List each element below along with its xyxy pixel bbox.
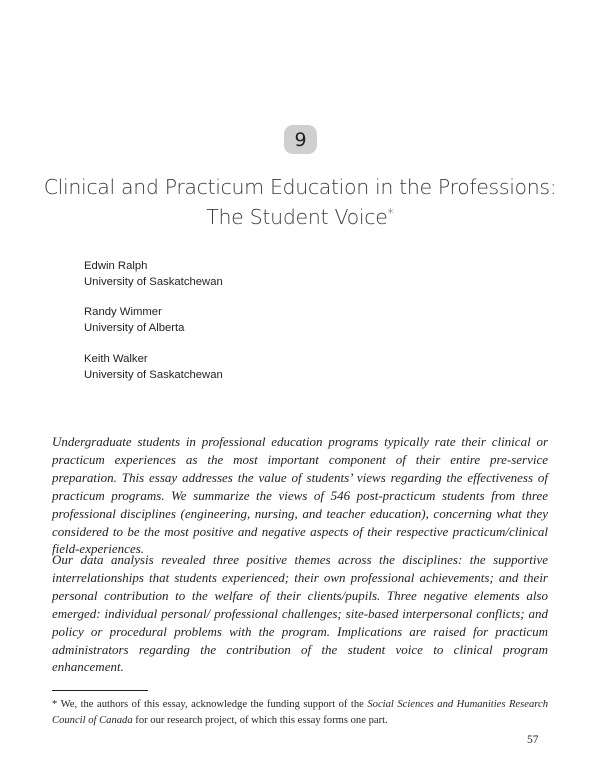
author-block-1 (84, 258, 223, 290)
chapter-title-line-2 (0, 202, 600, 232)
footnote (52, 697, 548, 728)
footnote-divider (52, 690, 148, 691)
chapter-number: 9 (294, 128, 307, 151)
author-name: Edwin Ralph (84, 260, 148, 272)
footnote-text-after: for our research project, of which this essay forms one part. (132, 714, 388, 726)
chapter-title-text: The Student Voice (206, 205, 388, 229)
author-affiliation: University of Alberta (84, 322, 185, 334)
author-affiliation: University of Saskatchewan (84, 276, 223, 288)
page-number: 57 (527, 734, 539, 746)
footnote-text-before: We, the authors of this essay, acknowledge the funding support of the (57, 699, 368, 710)
abstract-paragraph-2: Our data analysis revealed three positive themes across the disciplines: the supportive interrelationships that students experienced; their own professional achievements; and their personal contribution to the welfare of their clients/pupils. Three negative elements also emerged: individual personal/ professional challenges; site-based interpersonal conflicts; and policy or procedural problems with the program. Implications are raised for practicum administrators regarding the contribution of the student voice to clinical program enhancement. (52, 552, 548, 675)
footnote-funder: Social Sciences and Humanities Research Council of Canada (52, 699, 548, 726)
chapter-number-badge (284, 125, 317, 154)
chapter-title-line-1: Clinical and Practicum Education in the Professions: (43, 175, 557, 199)
author-block-2 (84, 304, 184, 336)
footnote-marker: * (52, 699, 58, 710)
author-block-3 (84, 351, 223, 383)
author-name: Keith Walker (84, 353, 148, 365)
abstract-paragraph-1: Undergraduate students in professional education programs typically rate their clinical or practicum experiences as the most important component of their entire pre-service preparation. This essay addresses the value of students’ views regarding the effectiveness of practicum programs. We summarize the views of 546 post-practicum students from three professional disciplines (engineering, nursing, and teacher education), concerning what they considered to be the most positive and negative aspects of their respective practicum/clinical field-experiences. (52, 434, 548, 557)
title-footnote-marker[interactable]: * (387, 207, 394, 222)
author-name: Randy Wimmer (84, 306, 162, 318)
author-affiliation: University of Saskatchewan (84, 369, 223, 381)
